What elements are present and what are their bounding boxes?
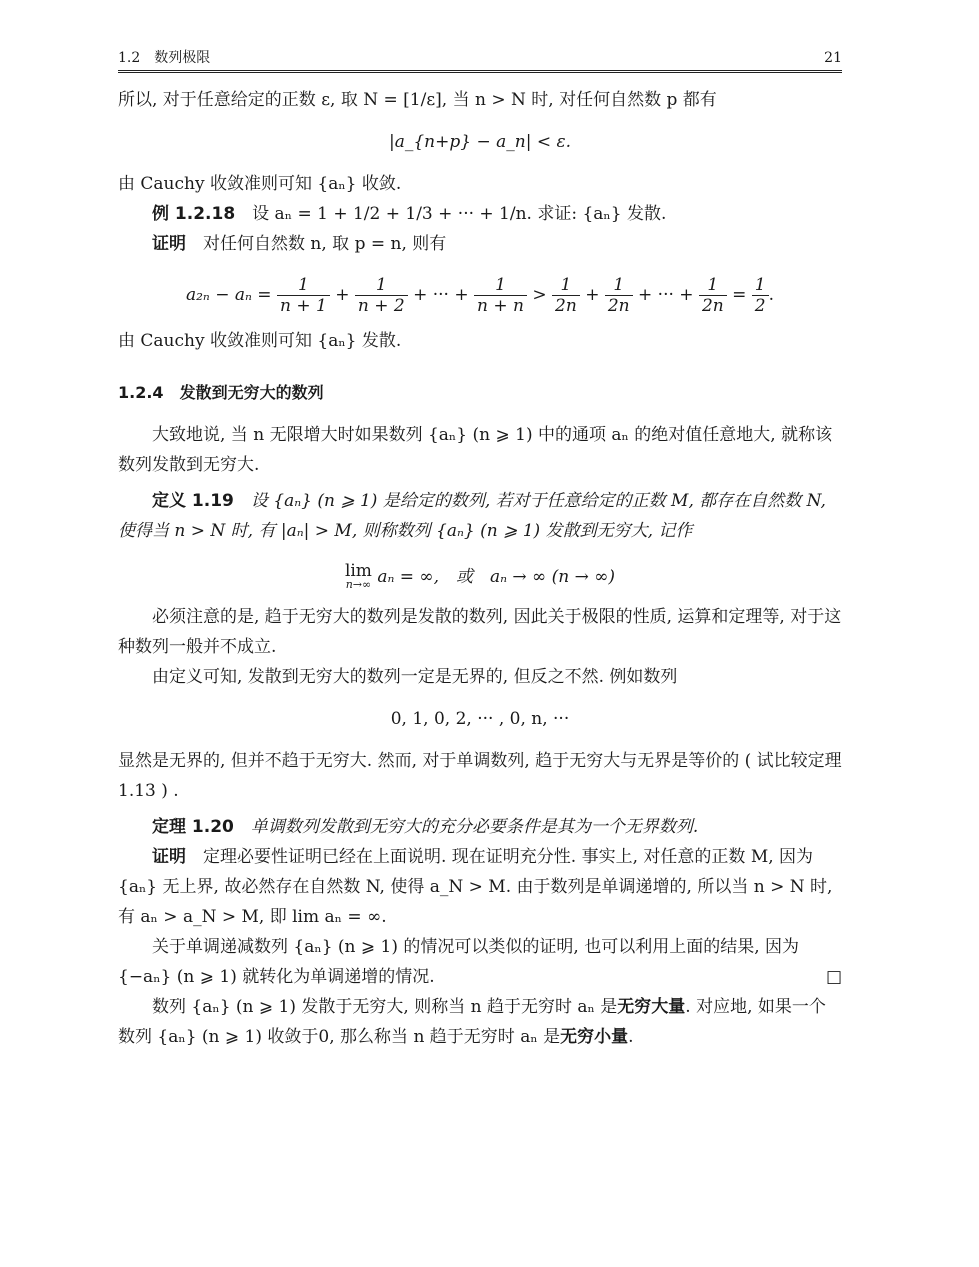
paragraph-1: 所以, 对于任意给定的正数 ε, 取 N = [1/ε], 当 n > N 时, 对任何自然数 p 都有	[118, 90, 717, 110]
fraction: $\frac{1}{2n}$	[605, 275, 633, 316]
fraction: $\frac{1}{n + 2}$	[355, 275, 408, 316]
term-infinitesimal: 无穷小量	[560, 1027, 629, 1047]
example-1-2-18	[118, 199, 842, 229]
paragraph-3: 由 Cauchy 收敛准则可知 {aₙ} 发散.	[118, 331, 402, 351]
proof-label: 证明	[152, 234, 186, 254]
header-section: 1.2 数列极限	[118, 50, 211, 66]
equation-1: |a_{n+p} − a_n| < ε.	[388, 132, 571, 152]
fraction: $\frac{1}{2}$	[752, 275, 769, 316]
equation-3: lim n→∞ aₙ = ∞, 或 aₙ → ∞ (n → ∞)	[344, 560, 616, 591]
definition-text: 设 {aₙ} (n ⩾ 1) 是给定的数列, 若对于任意给定的正数 M, 都存在自然数 N, 使得当 n > N 时, 有 |aₙ| > M, 则称数列 {aₙ} (n ⩾ 1) 发散到无穷大, 记作	[118, 491, 826, 541]
qed-mark: □	[825, 967, 842, 987]
term-infinite-quantity: 无穷大量	[617, 997, 686, 1017]
definition-1-19	[118, 486, 842, 546]
header-page-number: 21	[824, 50, 842, 66]
section-number: 1.2.4	[118, 383, 164, 402]
fraction: $\frac{1}{2n}$	[699, 275, 727, 316]
example-text: 设 aₙ = 1 + 1/2 + 1/3 + ··· + 1/n. 求证: {aₙ} 发散.	[252, 204, 667, 224]
paragraph-6: 由定义可知, 发散到无穷大的数列一定是无界的, 但反之不然. 例如数列	[152, 667, 678, 687]
proof-text: 对任何自然数 n, 取 p = n, 则有	[203, 234, 447, 254]
page	[118, 48, 842, 1052]
section-heading	[118, 378, 842, 408]
fraction: $\frac{1}{n + 1}$	[277, 275, 330, 316]
floor-expression: [1/ε]	[403, 90, 442, 110]
paragraph-2: 由 Cauchy 收敛准则可知 {aₙ} 收敛.	[118, 174, 402, 194]
paragraph-7: 显然是无界的, 但并不趋于无穷大. 然而, 对于单调数列, 趋于无穷大与无界是等价的 ( 试比较定理 1.13 ) .	[118, 751, 842, 801]
proof-text: 定理必要性证明已经在上面说明. 现在证明充分性. 事实上, 对任意的正数 M, 因为 {aₙ} 无上界, 故必然存在自然数 N, 使得 a_N > M. 由于数列是单调递增的, 所以当 n > N 时, 有 aₙ > a_N > M, 即 lim aₙ = ∞.	[118, 847, 833, 927]
running-header	[118, 48, 842, 70]
proof-2	[118, 842, 842, 932]
proof-1	[118, 229, 842, 259]
equation-4: 0, 1, 0, 2, ··· , 0, n, ···	[390, 709, 570, 729]
paragraph-9: 数列 {aₙ} (n ⩾ 1) 发散于无穷大, 则称当 n 趋于无穷时 aₙ 是无穷大量. 对应地, 如果一个数列 {aₙ} (n ⩾ 1) 收敛于0, 那么称当 n 趋于无穷时 aₙ 是无穷小量.	[118, 997, 826, 1047]
fraction: $\frac{1}{2n}$	[552, 275, 580, 316]
theorem-label: 定理 1.20	[152, 817, 234, 837]
paragraph-5: 必须注意的是, 趋于无穷大的数列是发散的数列, 因此关于极限的性质, 运算和定理等, 对于这种数列一般并不成立.	[118, 607, 842, 657]
theorem-text: 单调数列发散到无穷大的充分必要条件是其为一个无界数列.	[250, 817, 699, 837]
paragraph-4: 大致地说, 当 n 无限增大时如果数列 {aₙ} (n ⩾ 1) 中的通项 aₙ 的绝对值任意地大, 就称该数列发散到无穷大.	[118, 425, 833, 475]
equation-2: a₂ₙ − aₙ = $\frac{1}{n + 1}$ + $\frac{1}{n + 2}$ + ··· + $\frac{1}{n + n}$ > $\frac{1}{2n}$ + $\frac{1}{2n}$ + ··· + $\frac{1}{2n}$ = $\frac{1}{2}$ .	[185, 275, 775, 316]
header-rule	[118, 70, 842, 73]
definition-label: 定义 1.19	[152, 491, 234, 511]
theorem-1-20	[118, 812, 842, 842]
paragraph-8: 关于单调递减数列 {aₙ} (n ⩾ 1) 的情况可以类似的证明, 也可以利用上面的结果, 因为 {−aₙ} (n ⩾ 1) 就转化为单调递增的情况. □	[118, 932, 842, 992]
section-title: 发散到无穷大的数列	[179, 383, 324, 402]
example-label: 例 1.2.18	[152, 204, 236, 224]
proof-label: 证明	[152, 847, 186, 867]
fraction: $\frac{1}{n + n}$	[474, 275, 527, 316]
